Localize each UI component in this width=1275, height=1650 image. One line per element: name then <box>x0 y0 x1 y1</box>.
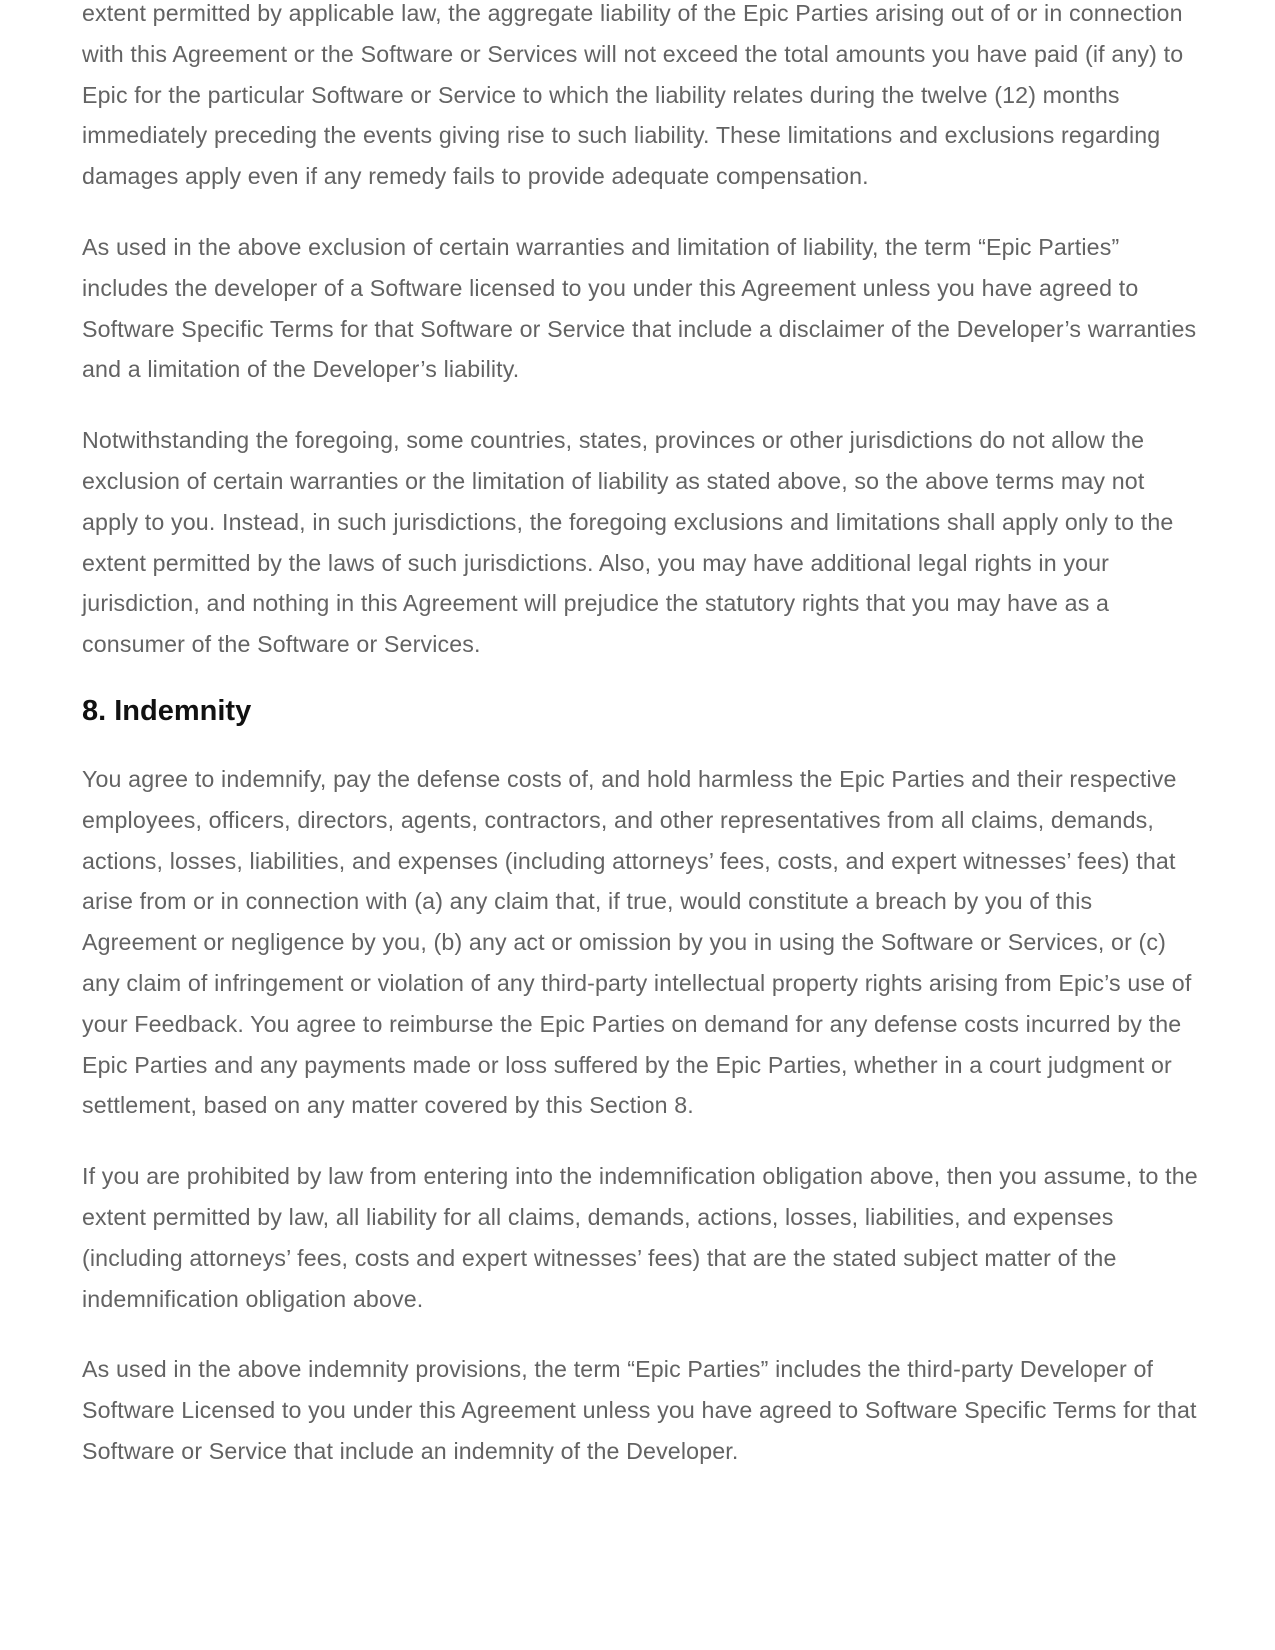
paragraph-jurisdiction-exceptions: Notwithstanding the foregoing, some countries, states, provinces or other jurisdictions do not allow the exclusion of certain warranties or the limitation of liability as stated above, so the above terms may not apply to you. Instead, in such jurisdictions, the foregoing exclusions and limitations shall apply only to the extent permitted by the laws of such jurisdictions. Also, you may have additional legal rights in your jurisdiction, and nothing in this Agreement will prejudice the statutory rights that you may have as a consumer of the Software or Services. <box>82 427 1174 658</box>
section-heading-indemnity: 8. Indemnity <box>82 694 252 727</box>
paragraph-epic-parties-definition-indemnity: As used in the above indemnity provisions, the term “Epic Parties” includes the third-party Developer of Software Licensed to you under this Agreement unless you have agreed to Software Specific Terms for that Software or Service that include an indemnity of the Developer. <box>82 1356 1197 1464</box>
paragraph-prohibited-by-law: If you are prohibited by law from entering into the indemnification obligation above, then you assume, to the extent permitted by law, all liability for all claims, demands, actions, losses, liabilities, and expenses (including attorneys’ fees, costs and expert witnesses’ fees) that are the stated subject matter of the indemnification obligation above. <box>82 1163 1198 1312</box>
paragraph-indemnify: You agree to indemnify, pay the defense costs of, and hold harmless the Epic Parties and their respective employees, officers, directors, agents, contractors, and other representatives from all claims, demands, actions, losses, liabilities, and expenses (including attorneys’ fees, costs, and expert witnesses’ fees) that arise from or in connection with (a) any claim that, if true, would constitute a breach by you of this Agreement or negligence by you, (b) any act or omission by you in using the Software or Services, or (c) any claim of infringement or violation of any third-party intellectual property rights arising from Epic’s use of your Feedback. You agree to reimburse the Epic Parties on demand for any defense costs incurred by the Epic Parties and any payments made or loss suffered by the Epic Parties, whether in a court judgment or settlement, based on any matter covered by this Section 8. <box>82 765 1192 1119</box>
legal-document <box>82 0 1202 1502</box>
paragraph-epic-parties-definition-warranties: As used in the above exclusion of certain warranties and limitation of liability, the term “Epic Parties” includes the developer of a Software licensed to you under this Agreement unless you have agreed to Software Specific Terms for that Software or Service that include a disclaimer of the Developer’s warranties and a limitation of the Developer’s liability. <box>82 233 1197 383</box>
paragraph-liability-cap: extent permitted by applicable law, the aggregate liability of the Epic Parties arising out of or in connection with this Agreement or the Software or Services will not exceed the total amounts you have paid (if any) to Epic for the particular Software or Service to which the liability relates during the twelve (12) months immediately preceding the events giving rise to such liability. These limitations and exclusions regarding damages apply even if any remedy fails to provide adequate compensation. <box>82 0 1184 190</box>
